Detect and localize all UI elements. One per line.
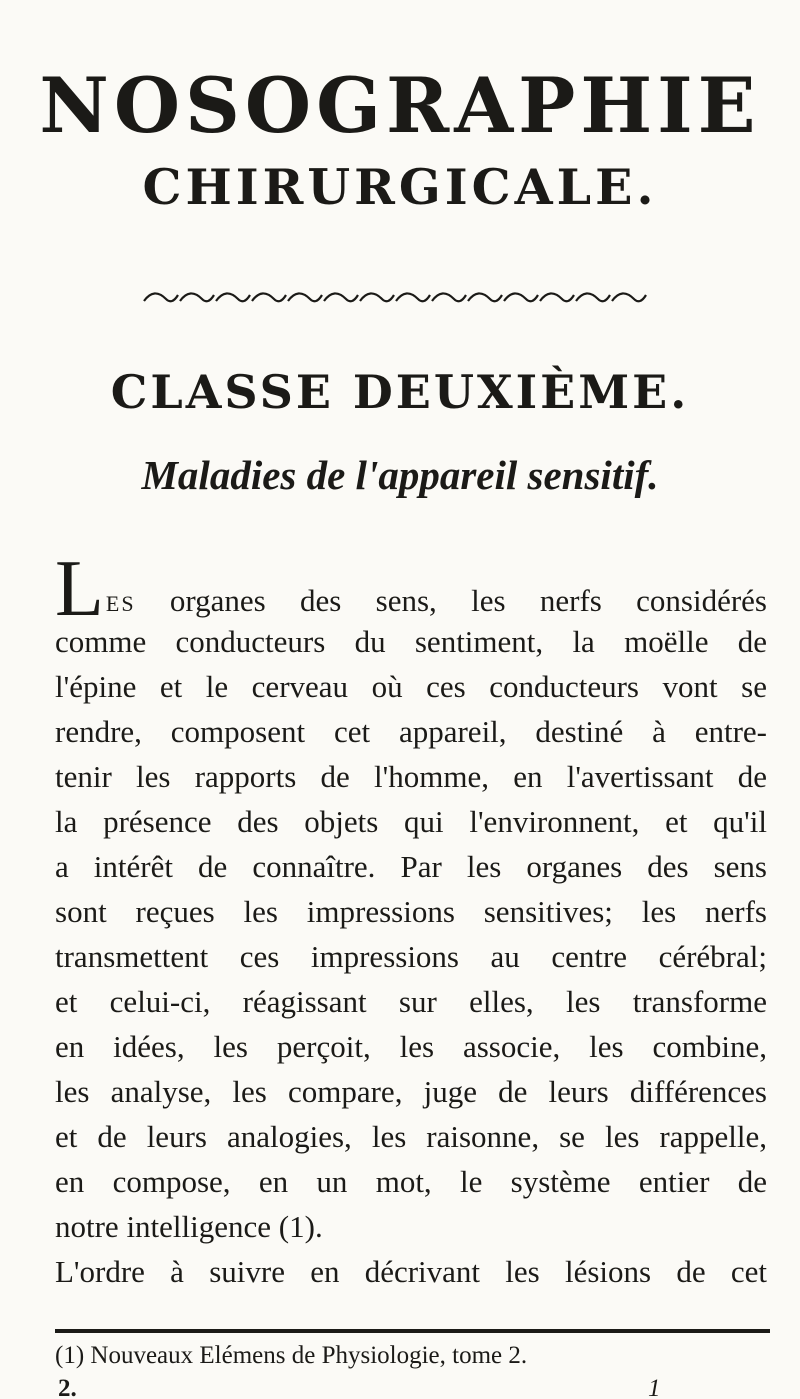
footnote: (1) Nouveaux Elémens de Physiologie, tome 2. xyxy=(55,1342,528,1369)
text-line: et celui-ci, réagissant sur elles, les transforme xyxy=(55,984,767,1019)
text-line: Les organes des sens, les nerfs considérés xyxy=(55,545,767,633)
text-line: en compose, en un mot, le système entier de xyxy=(55,1164,767,1199)
text-line: tenir les rapports de l'homme, en l'avertissant de xyxy=(55,759,767,794)
main-subtitle: CHIRURGICALE. xyxy=(142,158,658,216)
ornament-divider-icon xyxy=(140,285,660,309)
text-line: la présence des objets qui l'environnent, et qu'il xyxy=(55,804,767,839)
first-word-rest: es xyxy=(105,583,136,618)
text-line: L'ordre à suivre en décrivant les lésions de cet xyxy=(55,1254,767,1289)
text-line: sont reçues les impressions sensitives; les nerfs xyxy=(55,894,767,929)
text-line: transmettent ces impressions au centre cérébral; xyxy=(55,939,767,974)
section-heading: Maladies de l'appareil sensitif. xyxy=(141,452,659,498)
text-line: rendre, composent cet appareil, destiné à entre- xyxy=(55,714,767,749)
text-line: comme conducteurs du sentiment, la moëlle de xyxy=(55,624,767,659)
text-line: et de leurs analogies, les raisonne, se les rappelle, xyxy=(55,1119,767,1154)
signature-mark: 2. xyxy=(58,1375,77,1399)
main-title: NOSOGRAPHIE xyxy=(39,61,761,150)
footnote-rule xyxy=(55,1329,770,1333)
class-heading: CLASSE DEUXIÈME. xyxy=(110,365,690,419)
text-line: en idées, les perçoit, les associe, les combine, xyxy=(55,1029,767,1064)
text-line: les analyse, les compare, juge de leurs différences xyxy=(55,1074,767,1109)
text-line: a intérêt de connaître. Par les organes des sens xyxy=(55,849,767,884)
body-paragraph xyxy=(55,545,767,1294)
text-line: l'épine et le cerveau où ces conducteurs vont se xyxy=(55,669,767,704)
drop-cap: L xyxy=(55,545,104,633)
text-line: notre intelligence (1). xyxy=(55,1209,323,1244)
page-marker: 1 xyxy=(648,1375,661,1399)
